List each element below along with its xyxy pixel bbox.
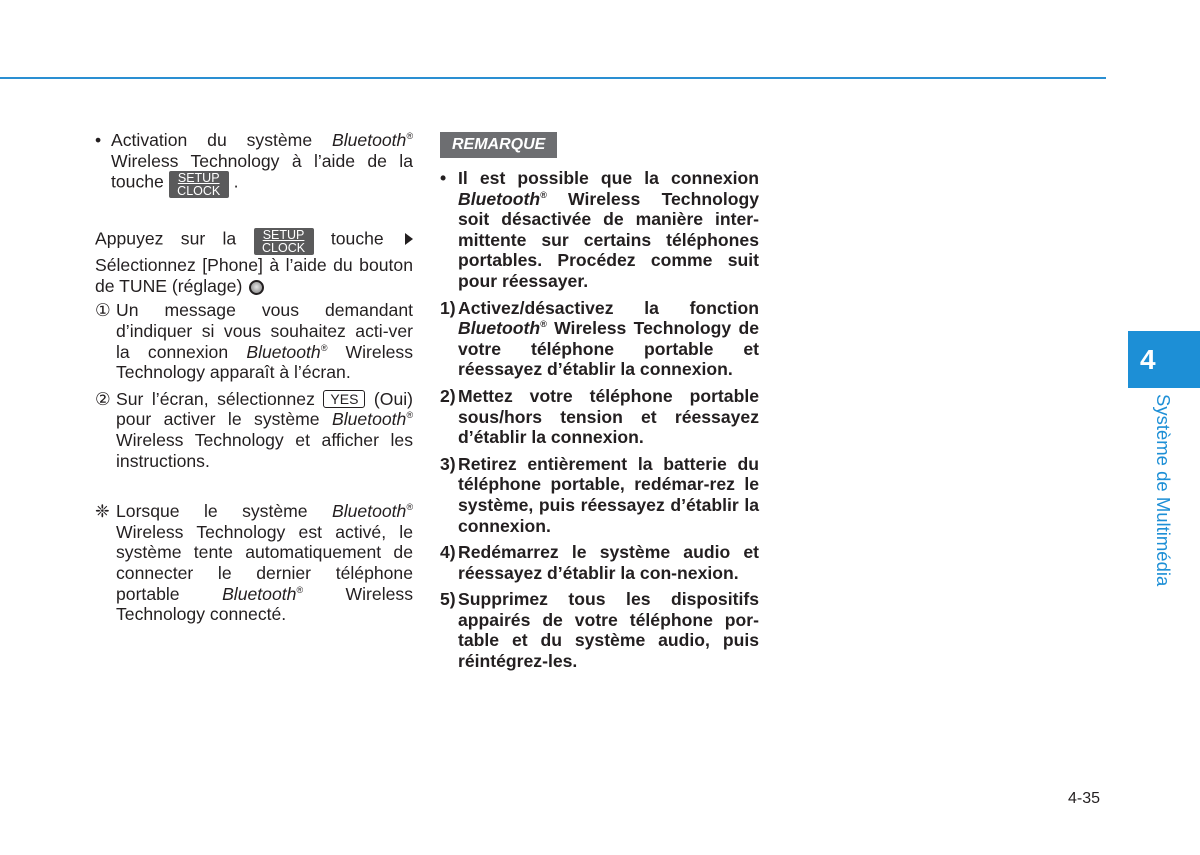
chapter-tab: 4 xyxy=(1128,331,1200,388)
bullet-marker: • xyxy=(95,130,102,150)
circled-one-marker: ① xyxy=(95,300,111,321)
step-2: ② Sur l’écran, sélectionnez YES (Oui) pour activer le système Bluetooth® Wireless Technology et afficher les instructions. xyxy=(95,388,413,471)
remark-step-4: 4) Redémarrez le système audio et réessayez d’établir la con-nexion. xyxy=(440,542,759,583)
setup-clock-key: SETUP CLOCK xyxy=(254,228,314,255)
remark-badge: REMARQUE xyxy=(440,132,557,158)
note-marker: ❈ xyxy=(95,501,110,522)
note-autoconnect: ❈ Lorsque le système Bluetooth® Wireless Technology est activé, le système tente automatiquement de connecter le dernier téléphone portable Bluetooth® Wireless Technology connecté. xyxy=(95,501,413,625)
left-column xyxy=(95,130,413,625)
instruction-paragraph: Appuyez sur la SETUP CLOCK touche Sélectionnez [Phone] à l’aide du bouton de TUNE (réglage) xyxy=(95,228,413,296)
remark-intro: • Il est possible que la connexion Bluetooth® Wireless Technology soit désactivée de manière inter-mittente sur certains téléphones portables. Procédez comme suit pour réessayer. xyxy=(440,168,759,291)
page-number: 4-35 xyxy=(1068,790,1101,807)
setup-clock-key: SETUP CLOCK xyxy=(169,171,229,198)
arrow-right-icon xyxy=(405,233,413,245)
remark-step-5: 5) Supprimez tous les dispositifs appairés de votre téléphone por-table et du système audio, puis réintégrez-les. xyxy=(440,589,759,672)
tune-knob-icon xyxy=(249,280,264,295)
remark-step-2: 2) Mettez votre téléphone portable sous/hors tension et réessayez d’établir la connexion. xyxy=(440,385,759,448)
remark-step-1: 1) Activez/désactivez la fonction Bluetooth® Wireless Technology de votre téléphone portable et réessayez d’établir la connexion. xyxy=(440,297,759,380)
top-rule xyxy=(0,77,1106,79)
remark-step-3: 3) Retirez entièrement la batterie du téléphone portable, redémar-rez le système, puis réessayez d’établir la connexion. xyxy=(440,453,759,536)
bullet-marker: • xyxy=(440,168,447,188)
bullet-activation: • Activation du système Bluetooth® Wireless Technology à l’aide de la touche SETUP CLOCK . xyxy=(95,130,413,198)
step-1: ① Un message vous demandant d’indiquer si vous souhaitez acti-ver la connexion Bluetooth® Wireless Technology apparaît à l’écran. xyxy=(95,300,413,383)
remark-column xyxy=(440,132,759,672)
yes-key: YES xyxy=(323,390,365,408)
circled-two-marker: ② xyxy=(95,388,111,409)
chapter-title: Système de Multimédia xyxy=(1153,394,1174,587)
